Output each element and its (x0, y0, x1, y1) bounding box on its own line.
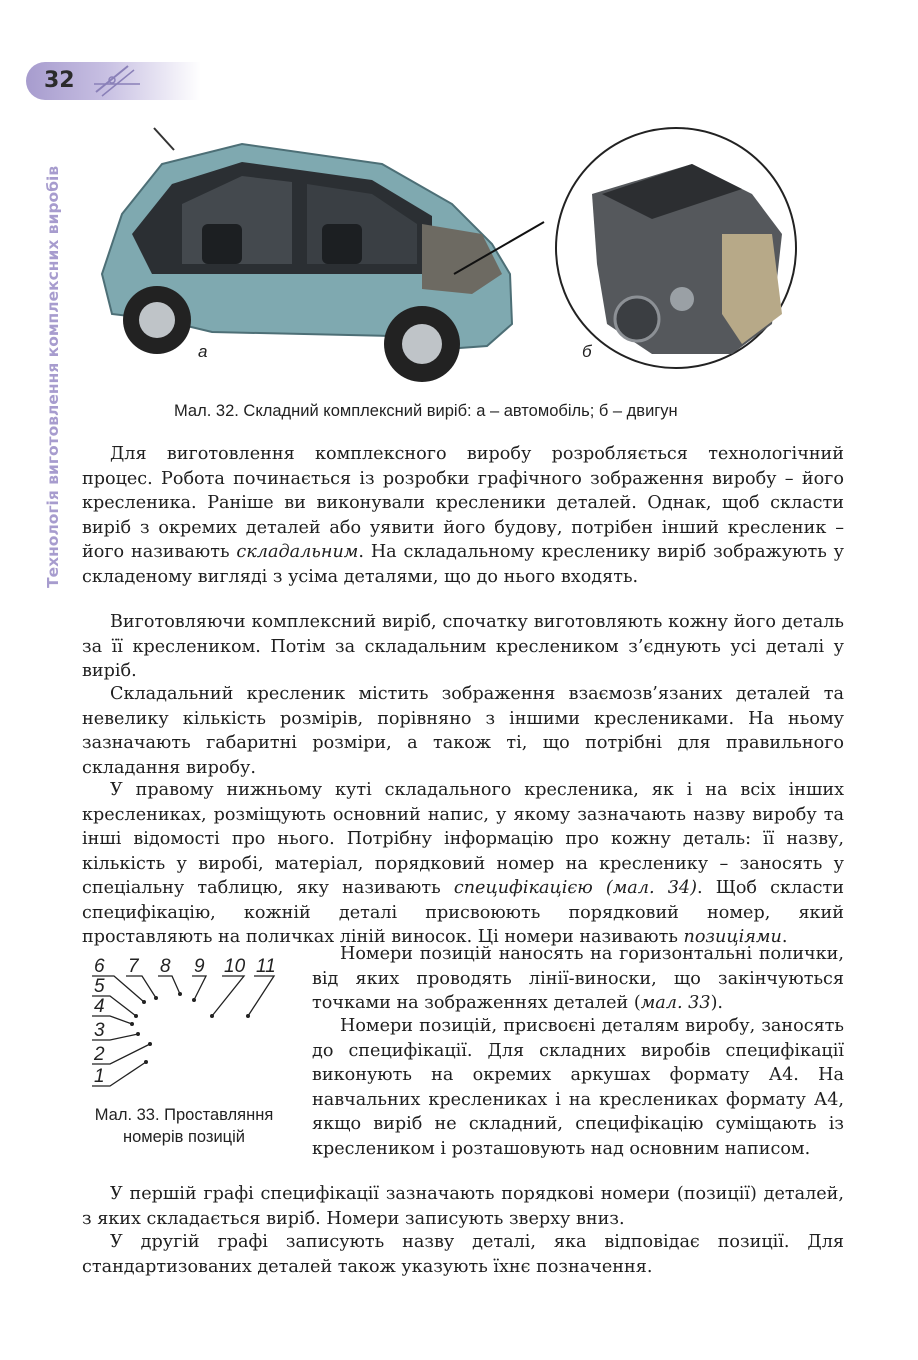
paragraph-2: Виготовляючи комплексний виріб, спочатку виготовляють кожну його деталь за її кресленикoм. Потім за складальним кресленикoм з’єднують усі деталі у виріб. (82, 612, 844, 681)
position-number-7: 7 (128, 956, 139, 977)
paragraph-6: Номери позицій, присвоєні деталям виробу, заносять до специфікації. Для складних виробів специфікації виконують на окремих аркушах формату А4. На навчальних креслениках і на креслениках формату А4, якщо виріб не складний, специфікацію суміщають із кресленикoм і розташовують над основним написом. (312, 1016, 844, 1159)
paragraph-7: У першій графі специфікації зазначають порядкові номери (позиції) деталей, з яких складається виріб. Номери записують зверху вниз. (82, 1184, 844, 1229)
figure-label-b: б (582, 342, 592, 361)
position-number-11: 11 (256, 956, 276, 977)
paragraph-1: Для виготовлення комплексного виробу розробляється технологічний процес. Робота починається із розробки графічного зображення виробу – його кресленика. Раніше ви виконували кресленики деталей. Однак, щоб скласти виріб з окремих деталей або уявити його будову, потрібен інший кресленик – його називають складальним. На складальному кресленику виріб зображують у складеному вигляді з усіма деталями, що до нього входять. (82, 444, 844, 587)
page-number: 32 (44, 68, 75, 93)
figure-32 (92, 124, 832, 392)
figure-32-caption: Мал. 32. Складний комплексний виріб: а – автомобіль; б – двигун (174, 402, 678, 420)
paragraph-4: У правому нижньому куті складального кресленика, як і на всіх інших креслениках, розміщують основний напис, у якому зазначають назву виробу та інші відомості про нього. Потрібну інформацію про кожну деталь: її назву, кількість у виробі, матеріал, порядковий номер на кресленику – заносять у спеціальну таблицю, яку називають специфікацією (мал. 34). Щоб скласти специфікацію, кожній деталі присвоюють порядковий номер, який проставляють на поличках ліній виносок. Ці номери називають позиціями. (82, 780, 845, 947)
paragraph-8: У другій графі записують назву деталі, яка відповідає позиції. Для стандартизованих деталей також указують їхнє позначення. (82, 1232, 844, 1277)
position-number-6: 6 (94, 956, 105, 977)
paragraph-3: Складальний кресленик містить зображення взаємозв’язаних деталей та невелику кількість розмірів, порівняно з іншими кресленикaми. На ньому зазначають габаритні розміри, а також ті, що потрібні для правильного складання виробу. (82, 684, 844, 778)
figure-33-caption: Мал. 33. Проставляння номерів позицій (94, 1106, 274, 1146)
position-number-5: 5 (94, 976, 105, 997)
position-number-2: 2 (94, 1044, 105, 1065)
paragraph-5: Номери позицій наносять на горизонтальні полички, від яких проводять лінії-виноски, що закінчуються точками на зображеннях деталей (мал. 33). (312, 944, 844, 1013)
position-number-8: 8 (160, 956, 171, 977)
position-number-3: 3 (94, 1020, 105, 1041)
chapter-side-title: Технологія виготовлення комплексних виробів (44, 165, 62, 588)
position-number-1: 1 (94, 1066, 105, 1087)
position-number-10: 10 (224, 956, 246, 977)
figure-label-a: а (198, 342, 208, 361)
figure-33-callouts (84, 950, 294, 1090)
position-number-9: 9 (194, 956, 205, 977)
drawing-tools-icon (92, 62, 152, 100)
position-number-4: 4 (94, 996, 105, 1017)
